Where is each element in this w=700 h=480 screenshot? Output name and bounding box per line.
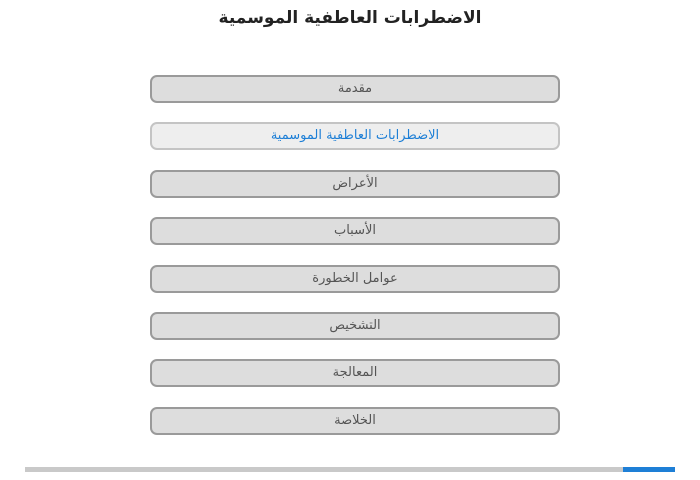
menu-item-diagnosis[interactable]: التشخيص [150,312,560,340]
menu-item-introduction[interactable]: مقدمة [150,75,560,103]
page-title: الاضطرابات العاطفية الموسمية [218,8,482,28]
menu-item-risk-factors[interactable]: عوامل الخطورة [150,265,560,293]
menu-item-summary[interactable]: الخلاصة [150,407,560,435]
chapter-menu [150,75,560,454]
menu-item-seasonal-affective-disorder[interactable]: الاضطرابات العاطفية الموسمية [150,122,560,150]
menu-item-symptoms[interactable]: الأعراض [150,170,560,198]
menu-item-causes[interactable]: الأسباب [150,217,560,245]
progress-bar-fill [623,467,675,472]
progress-bar [25,467,675,472]
menu-item-treatment[interactable]: المعالجة [150,359,560,387]
